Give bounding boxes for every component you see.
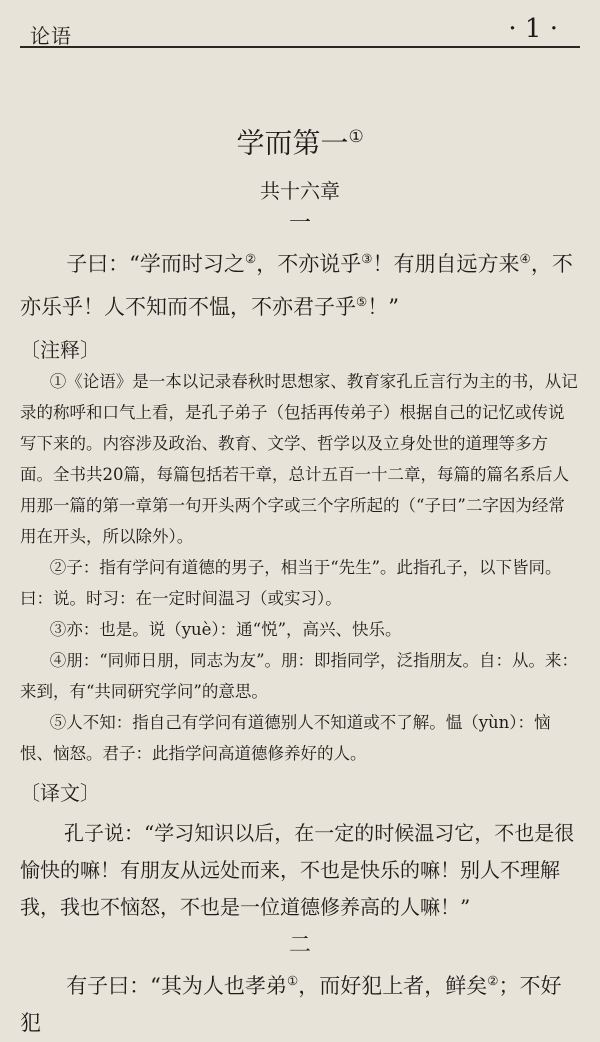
note-1: ①《论语》是一本以记录春秋时思想家、教育家孔丘言行为主的书，从记录的称呼和口气上看，是孔子弟子（包括再传弟子）根据自己的记忆或传说写下来的。内容涉及政治、教育、文学、哲学以及立身处世的道理等多方面。全书共20篇，每篇包括若干章，总计五百一十二章，每篇的篇名系后人用那一篇的第一章第一句开头两个字或三个字所起的（“子曰”二字因为经常用在开头，所以除外）。 [20,372,578,547]
note-3: ③亦：也是。说（yuè）：通“悦”，高兴、快乐。 [49,620,402,640]
notes-heading: 〔注释〕 [20,338,100,363]
running-head [20,0,580,46]
translation-heading: 〔译文〕 [20,781,100,806]
passage-2-text-c: ；不好犯 [20,974,562,1036]
chapter-note-mark: ① [348,126,364,146]
section-number-2: 二 [288,933,311,959]
passage-2 [20,962,580,1042]
note-mark-1: ① [286,973,299,989]
passage-1-text-b: ，不亦说乎 [256,252,362,277]
passage-1-text-c: ！有朋自远方来 [372,252,520,277]
note-4: ④朋：“同师日朋，同志为友”。朋：即指同学，泛指朋友。自：从。来：来到，有“共同研究学问”的意思。 [20,651,579,702]
passage-2-text-b: ，而好犯上者，鲜矣 [298,974,488,999]
note-mark-3: ③ [361,251,373,267]
chapter-title [20,118,580,161]
passage-1-text-a: 子曰：“学而时习之 [66,252,245,277]
note-mark-2: ② [244,251,257,267]
header-rule [20,46,580,48]
running-head-title: 论语 [30,24,72,48]
note-mark-2b: ② [487,973,499,989]
passage-1-text-d: ，不亦乐乎！人不知而不愠，不亦君子乎 [20,252,573,320]
note-5: ⑤人不知：指自己有学问有道德别人不知道或不了解。愠（yùn）：恼恨、恼怒。君子：此指学问高道德修养好的人。 [20,713,551,764]
section-number-1: 一 [288,211,311,237]
note-mark-4: ④ [519,251,531,267]
passage-1 [20,240,580,326]
passage-1-text-e: ！” [367,295,400,320]
note-2: ②子：指有学问有道德的男子，相当于“先生”。此指孔子，以下皆同。曰：说。时习：在一定时间温习（或实习）。 [20,558,562,609]
passage-2-text-a: 有子曰：“其为人也孝弟 [66,974,287,999]
page-number: · 1 · [508,14,558,44]
chapter-count: 共十六章 [260,179,340,204]
chapter-title-text: 学而第一 [236,126,349,160]
translation-text: 孔子说：“学习知识以后，在一定的时候温习它，不也是很愉快的嘛！有朋友从远处而来，不也是快乐的嘛！别人不理解我，我也不恼怒，不也是一位道德修养高的人嘛！” [20,821,575,920]
note-mark-5: ⑤ [356,294,368,310]
